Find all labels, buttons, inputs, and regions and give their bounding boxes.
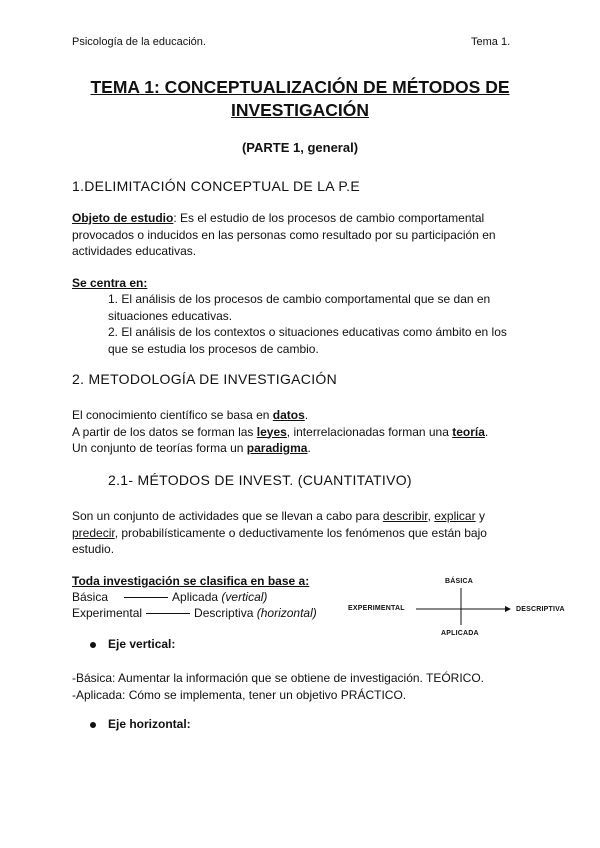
objeto-paragraph (72, 210, 542, 260)
objeto-line1: : Es el estudio de los procesos de cambio comportamental (173, 211, 485, 225)
page-title-line1: TEMA 1: CONCEPTUALIZACIÓN DE MÉTODOS DE (90, 77, 510, 97)
diagram-label-descriptiva: DESCRIPTIVA (516, 606, 565, 613)
s2-l2-mid: , interrelacionadas forman una (286, 424, 453, 439)
keyword-describir: describir (382, 509, 428, 523)
s2-l3-text: Un conjunto de teorías forma un (72, 441, 247, 455)
bullet-dot (90, 642, 96, 648)
keyword-teoria: teoría (452, 424, 485, 439)
s21-text1: Son un conjunto de actividades que se llevan a cabo para (72, 509, 383, 523)
clasifica-label: Toda investigación se clasifica en base a: (72, 574, 310, 588)
keyword-explicar: explicar (434, 509, 476, 523)
diagram-label-experimental: EXPERIMENTAL (348, 605, 405, 612)
list-item-1-line2: situaciones educativas. (108, 308, 233, 323)
s21-text2: , probabilísticamente o deductivamente los fenómenos que están bajo (114, 525, 487, 540)
row1-dash (124, 597, 168, 598)
section1-heading: 1.DELIMITACIÓN CONCEPTUAL DE LA P.E (72, 178, 360, 194)
s2-l2-end: . (484, 424, 489, 439)
aplicada-line: -Aplicada: Cómo se implementa, tener un objetivo PRÁCTICO. (72, 687, 407, 702)
bullet-eje-vertical (90, 637, 175, 651)
s2-l1-end: . (304, 408, 309, 422)
s2-l1-text: El conocimiento científico se basa en (72, 408, 273, 422)
keyword-datos: datos (272, 408, 305, 422)
section2-heading: 2. METODOLOGÍA DE INVESTIGACIÓN (72, 371, 337, 387)
page-title-line2: INVESTIGACIÓN (230, 100, 370, 120)
basica-line: -Básica: Aumentar la información que se obtiene de investigación. TEÓRICO. (72, 671, 484, 685)
diagram-label-basica: BÁSICA (445, 578, 474, 585)
row2-dash (146, 613, 190, 614)
row2-left: Experimental (72, 606, 143, 620)
page-subtitle: (PARTE 1, general) (241, 140, 359, 155)
s21-text3: estudio. (72, 542, 115, 556)
section21-paragraph (72, 508, 542, 558)
list-item-2-line1: 2. El análisis de los contextos o situaciones educativas como ámbito en los (108, 325, 507, 339)
row-basica-aplicada (72, 589, 267, 606)
header-left: Psicología de la educación. (72, 36, 206, 48)
s21-mid: y (475, 509, 485, 523)
row-experimental-descriptiva (72, 605, 317, 622)
list-item-2-line2: que se estudia los procesos de cambio. (108, 341, 319, 356)
s2-l2-text: A partir de los datos se forman las (72, 424, 257, 439)
row1-left: Básica (72, 590, 109, 604)
objeto-line2: provocados o inducidos en las personas como resultado por su participación en (72, 227, 496, 242)
keyword-leyes: leyes (256, 424, 287, 439)
list-item-1-line1: 1. El análisis de los procesos de cambio comportamental que se dan en (108, 292, 491, 306)
eje-horizontal-label: Eje horizontal: (108, 717, 191, 731)
section21-heading: 2.1- MÉTODOS DE INVEST. (CUANTITATIVO) (108, 472, 412, 488)
row2-note: (horizontal) (256, 606, 317, 620)
s21-sep: , (427, 509, 435, 523)
keyword-predecir: predecir (72, 525, 115, 540)
list-item-1 (108, 291, 538, 324)
row1-note: (vertical) (221, 590, 268, 604)
objeto-line3: actividades educativas. (72, 244, 197, 258)
eje-vertical-paragraph (72, 670, 542, 703)
list-item-2 (108, 324, 538, 357)
centra-label: Se centra en: (72, 276, 148, 290)
eje-vertical-label: Eje vertical: (108, 637, 176, 651)
bullet-dot (90, 722, 96, 728)
header-right: Tema 1. (471, 36, 511, 48)
s2-l3-end: . (307, 441, 311, 455)
objeto-label: Objeto de estudio (72, 211, 174, 225)
row1-right: Aplicada (172, 590, 219, 604)
keyword-paradigma: paradigma (246, 441, 308, 455)
row2-right: Descriptiva (194, 606, 254, 620)
section2-paragraph (72, 407, 542, 457)
bullet-eje-horizontal (90, 717, 191, 731)
diagram-label-aplicada: APLICADA (441, 630, 479, 637)
